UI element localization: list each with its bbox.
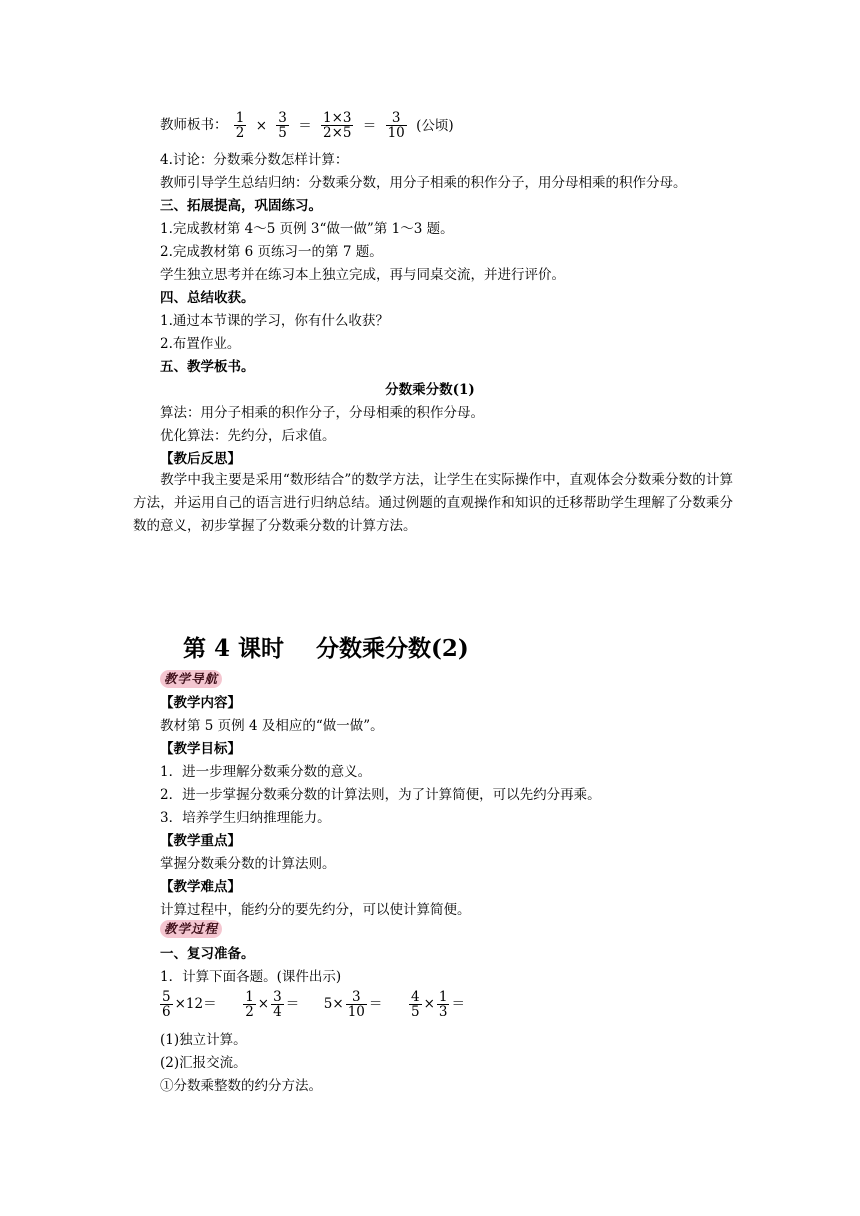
text-line: 2.完成教材第 6 页练习一的第 7 题。 — [160, 244, 383, 260]
badge-teaching-guide: 教学导航 — [160, 670, 222, 688]
fraction: $\frac{1\times 3}{2\times 5}$ — [322, 110, 352, 141]
fraction: $\frac{3}{10}$ — [387, 110, 405, 141]
section-heading: 【教学难点】 — [160, 879, 241, 895]
section-heading: 【教学内容】 — [160, 695, 241, 711]
exercise-row — [158, 988, 465, 1020]
exercise-4: $\frac{4}{5}$ × $\frac{1}{3}$ ＝ — [410, 989, 465, 1020]
section-heading: 【教学重点】 — [160, 833, 241, 849]
badge-teaching-process: 教学过程 — [160, 920, 222, 938]
section-heading: 五、教学板书。 — [160, 359, 255, 375]
text-line: ①分数乘整数的约分方法。 — [160, 1078, 322, 1094]
reflection-heading: 【教后反思】 — [160, 451, 241, 467]
text-line: 计算过程中，能约分的要先约分，可以使计算简便。 — [160, 902, 471, 918]
exercise-2: $\frac{1}{2}$ × $\frac{3}{4}$ ＝ — [245, 989, 300, 1020]
section-heading: 【教学目标】 — [160, 741, 241, 757]
fraction: $\frac{3}{5}$ — [278, 110, 287, 141]
section-heading: 三、拓展提高，巩固练习。 — [160, 198, 322, 214]
text-line: 1.通过本节课的学习，你有什么收获？ — [160, 313, 389, 329]
text-line: 3．培养学生归纳推理能力。 — [160, 810, 331, 826]
text-line: 掌握分数乘分数的计算法则。 — [160, 856, 336, 872]
text-line: 1．进一步理解分数乘分数的意义。 — [160, 764, 372, 780]
text-line: 1．计算下面各题。(课件出示) — [160, 969, 342, 985]
text-line: 2.布置作业。 — [160, 336, 241, 352]
section-heading: 四、总结收获。 — [160, 290, 255, 306]
fraction: $\frac{1}{2}$ — [235, 110, 245, 141]
board-line: 算法：用分子相乘的积作分子，分母相乘的积作分母。 — [160, 405, 484, 421]
exercise-3: 5× $\frac{3}{10}$ ＝ — [323, 989, 383, 1020]
text-line: 4.讨论：分数乘分数怎样计算： — [160, 152, 349, 168]
text-line: (2)汇报交流。 — [160, 1055, 247, 1071]
board-label: 教师板书： — [160, 117, 228, 133]
text-line: 教材第 5 页例 4 及相应的“做一做”。 — [160, 718, 384, 734]
section-heading: 一、复习准备。 — [160, 946, 255, 962]
text-line: 学生独立思考并在练习本上独立完成，再与同桌交流，并进行评价。 — [160, 267, 565, 283]
board-formula: 教师板书： $\frac{1}{2}$ × $\frac{3}{5}$ ＝ $\frac{1\times 3}{2\times 5}$ ＝ $\frac{3}{10}$ (公顷) — [160, 110, 454, 141]
exercise-1: $\frac{5}{6}$ ×12＝ — [162, 989, 217, 1020]
reflection-paragraph: 教学中我主要是采用“数形结合”的数学方法，让学生在实际操作中，直观体会分数乘分数的计算方法，并运用自己的语言进行归纳总结。通过例题的直观操作和知识的迁移帮助学生理解了分数乘分数的意义，初步掌握了分数乘分数的计算方法。 — [133, 472, 733, 534]
text-line: 1.完成教材第 4～5 页例 3“做一做”第 1～3 题。 — [160, 221, 454, 237]
board-title: 分数乘分数(1) — [385, 382, 475, 398]
text-line: 教师引导学生总结归纳：分数乘分数，用分子相乘的积作分子，用分母相乘的积作分母。 — [160, 175, 687, 191]
text-line: (1)独立计算。 — [160, 1032, 247, 1048]
lesson-title: 第 4 课时 分数乘分数(2) — [183, 635, 469, 662]
board-line: 优化算法：先约分，后求值。 — [160, 428, 336, 444]
text-line: 2．进一步掌握分数乘分数的计算法则，为了计算简便，可以先约分再乘。 — [160, 787, 601, 803]
